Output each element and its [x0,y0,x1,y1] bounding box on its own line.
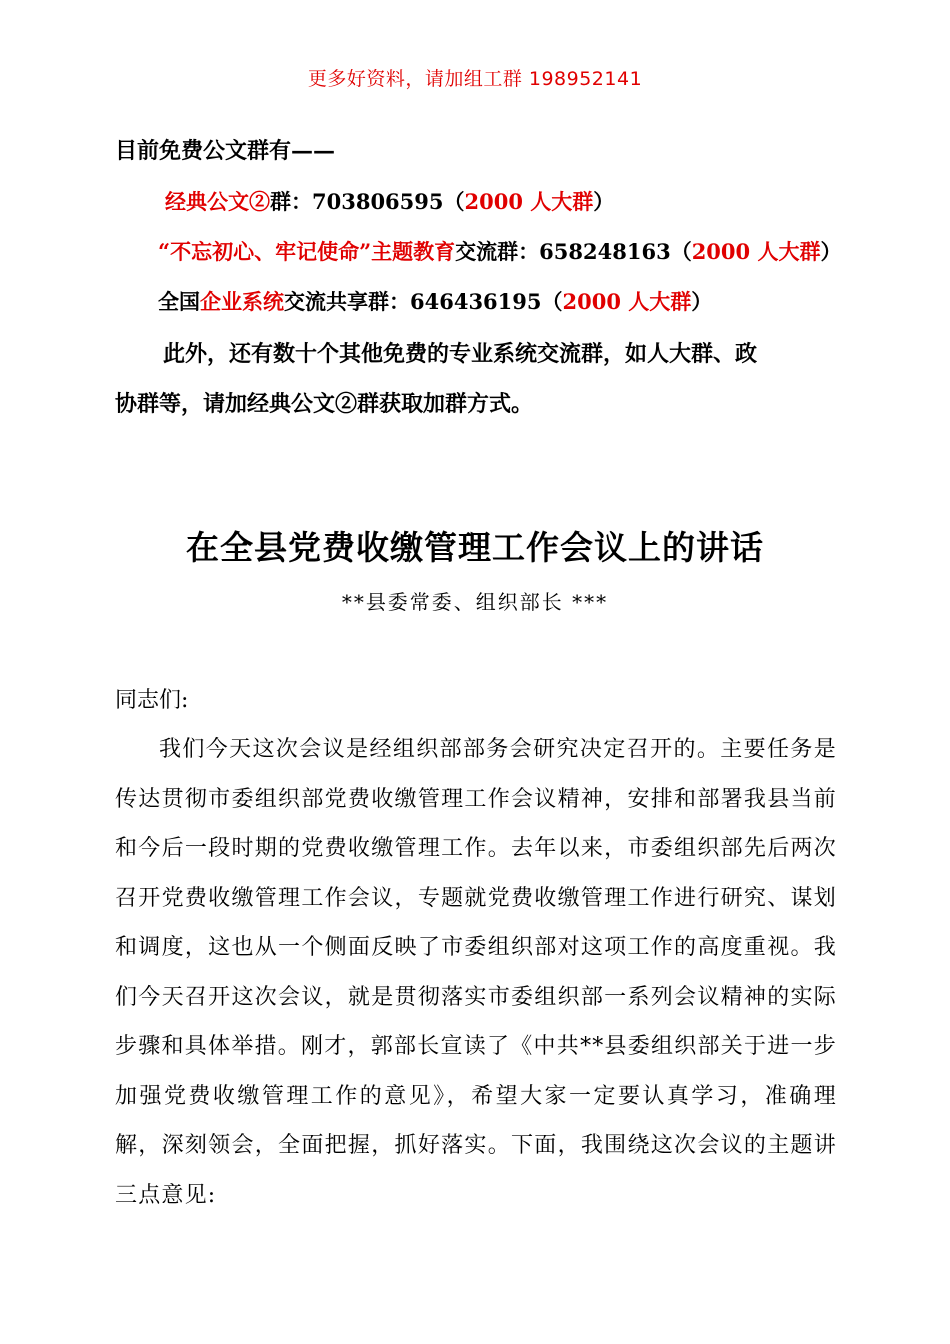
group3-open: （ [541,289,563,314]
group-line-1 [165,186,614,216]
group2-theme: “不忘初心、牢记使命”主题教育 [158,239,456,264]
group1-suffix: 群： [270,189,312,214]
group1-number: 703806595 [312,189,444,214]
group2-close: ） [820,239,842,264]
group2-number: 658248163 [539,239,671,264]
group3-close: ） [691,289,713,314]
speech-paragraph: 我们今天这次会议是经组织部部务会研究决定召开的。主要任务是传达贯彻市委组织部党费收缴管理工作会议精神，安排和部署我县当前和今后一段时期的党费收缴管理工作。去年以来，市委组织部先后两次召开党费收缴管理工作会议，专题就党费收缴管理工作进行研究、谋划和调度，这也从一个侧面反映了市委组织部对这项工作的高度重视。我们今天召开这次会议，就是贯彻落实市委组织部一系列会议精神的实际步骤和具体举措。刚才，郭部长宣读了《中共**县委组织部关于进一步加强党费收缴管理工作的意见》，希望大家一定要认真学习，准确理解，深刻领会，全面把握，抓好落实。下面，我围绕这次会议的主题讲三点意见: [115,737,837,1208]
group3-name: 企业系统 [200,289,284,314]
group-line-2 [158,236,841,266]
promo-note-line-2: 协群等，请加经典公文②群获取加群方式。 [115,391,534,417]
group1-open: （ [443,189,465,214]
group2-open: （ [670,239,692,264]
speech-byline: **县委常委、组织部长 *** [341,590,609,614]
group3-number: 646436195 [410,289,542,314]
promo-note-line-1: 此外，还有数十个其他免费的专业系统交流群，如人大群、政 [163,341,758,367]
group1-close: ） [593,189,615,214]
group1-name: 经典公文② [165,189,270,214]
group-line-3 [158,286,712,316]
group2-suffix: 交流群： [455,239,540,264]
group3-size: 2000 人大群 [562,289,692,314]
speech-title: 在全县党费收缴管理工作会议上的讲话 [186,528,764,567]
group3-prefix: 全国 [158,289,200,314]
group3-suffix: 交流共享群： [284,289,410,314]
speech-greeting: 同志们: [115,688,189,713]
promo-banner: 更多好资料，请加组工群 198952141 [307,68,643,90]
group1-size: 2000 人大群 [464,189,594,214]
promo-heading: 目前免费公文群有—— [115,138,336,164]
group2-size: 2000 人大群 [691,239,821,264]
